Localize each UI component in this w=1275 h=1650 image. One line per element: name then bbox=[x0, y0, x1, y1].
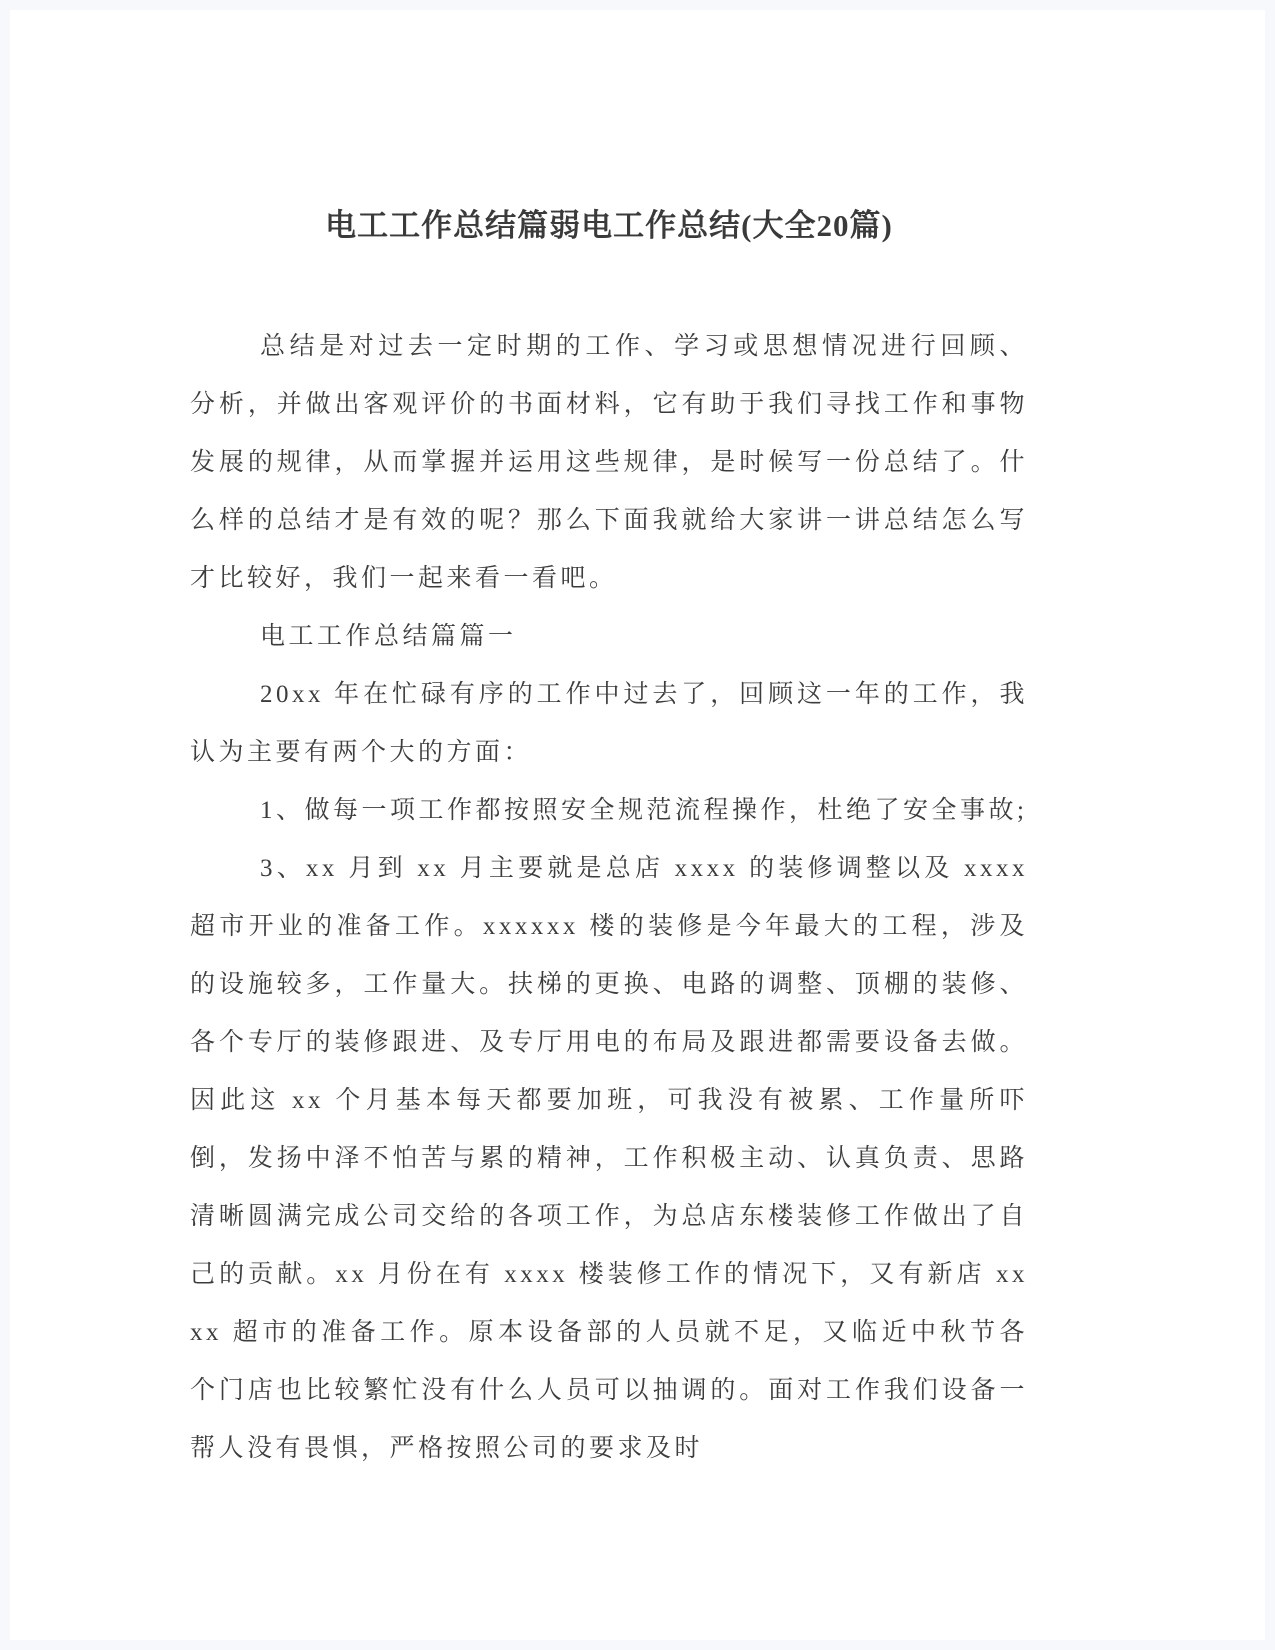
document-paragraph: 1、做每一项工作都按照安全规范流程操作，杜绝了安全事故; bbox=[260, 797, 1028, 824]
document-paragraph: 电工工作总结篇篇一 bbox=[260, 623, 517, 650]
paragraph-container bbox=[190, 318, 1028, 1478]
document-paragraph: 3、xx 月到 xx 月主要就是总店 xxxx 的装修调整以及 xxxx 超市开业的准备工作。xxxxxx 楼的装修是今年最大的工程，涉及的设施较多，工作量大。扶梯的更换、电路的调整、顶棚的装修、各个专厅的装修跟进、及专厅用电的布局及跟进都需要设备去做。因此这 xx 个月基本每天都要加班，可我没有被累、工作量所吓倒，发扬中泽不怕苦与累的精神，工作积极主动、认真负责、思路清晰圆满完成公司交给的各项工作，为总店东楼装修工作做出了自己的贡献。xx 月份在有 xxxx 楼装修工作的情况下，又有新店 xxxx 超市的准备工作。原本设备部的人员就不足，又临近中秋节各个门店也比较繁忙没有什么人员可以抽调的。面对工作我们设备一帮人没有畏惧，严格按照公司的要求及时 bbox=[190, 855, 1028, 1462]
document-page bbox=[10, 10, 1265, 1640]
document-content bbox=[190, 206, 1028, 1478]
document-paragraph: 20xx 年在忙碌有序的工作中过去了，回顾这一年的工作，我认为主要有两个大的方面： bbox=[190, 681, 1028, 766]
document-title: 电工工作总结篇弱电工作总结(大全20篇) bbox=[325, 208, 893, 243]
document-paragraph: 总结是对过去一定时期的工作、学习或思想情况进行回顾、分析，并做出客观评价的书面材料，它有助于我们寻找工作和事物发展的规律，从而掌握并运用这些规律，是时候写一份总结了。什么样的总结才是有效的呢？那么下面我就给大家讲一讲总结怎么写才比较好，我们一起来看一看吧。 bbox=[190, 333, 1028, 592]
